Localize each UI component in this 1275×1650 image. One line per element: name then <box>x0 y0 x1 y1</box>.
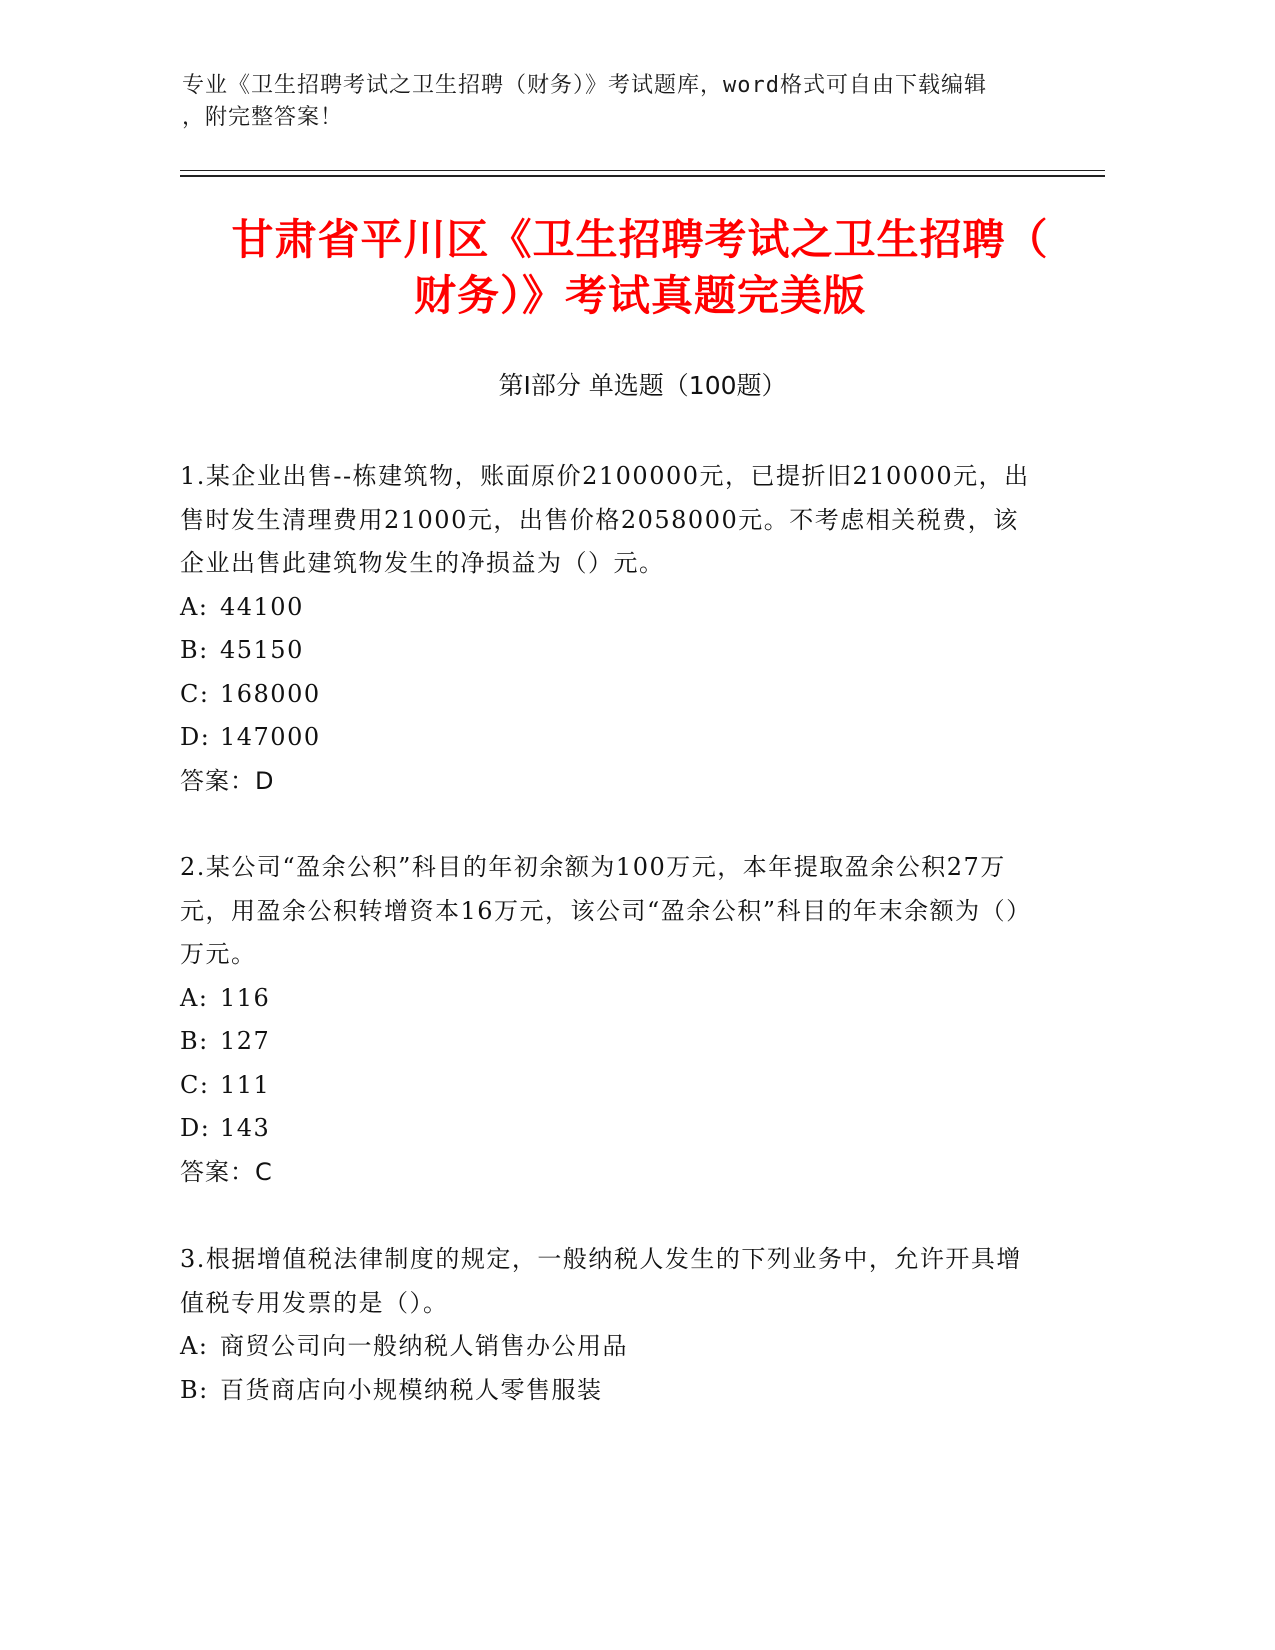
question-2 <box>180 846 1030 1194</box>
header-rule-thin <box>180 170 1105 171</box>
option-value: 111 <box>220 1070 271 1099</box>
option-value: 44100 <box>220 592 304 621</box>
option-c <box>180 673 1030 717</box>
option-key: A: <box>180 983 209 1012</box>
option-key: D: <box>180 723 211 751</box>
option-key: A: <box>180 592 209 621</box>
option-value: 45150 <box>220 636 304 664</box>
option-d <box>180 716 1030 760</box>
option-a <box>180 586 1030 630</box>
question-3 <box>180 1238 1030 1412</box>
option-b <box>180 1020 1030 1064</box>
option-d <box>180 1107 1030 1151</box>
option-key: C: <box>180 1070 210 1099</box>
header-note-line-1: 专业《卫生招聘考试之卫生招聘（财务）》考试题库，word格式可自由下载编辑 <box>182 73 987 98</box>
option-a <box>180 977 1030 1021</box>
option-key: A: <box>180 1332 209 1360</box>
question-1 <box>180 455 1030 803</box>
option-key: B: <box>180 636 209 664</box>
option-key: D: <box>180 1114 211 1142</box>
section-heading: 第Ⅰ部分 单选题（100题） <box>498 371 787 400</box>
option-b <box>180 629 1030 673</box>
option-c <box>180 1064 1030 1108</box>
option-value: 143 <box>220 1114 271 1142</box>
document-title-line-2: 财务）》考试真题完美版 <box>413 271 866 320</box>
question-text: 1.某企业出售--栋建筑物，账面原价2100000元，已提折旧210000元，出售时发生清理费用21000元，出售价格2058000元。不考虑相关税费，该企业出售此建筑物发生的净损益为（）元。 <box>180 462 1030 577</box>
option-value: 116 <box>220 983 271 1012</box>
option-value: 168000 <box>220 679 321 708</box>
option-value: 商贸公司向一般纳税人销售办公用品 <box>220 1332 628 1360</box>
option-value: 147000 <box>220 723 321 751</box>
option-a <box>180 1325 1030 1369</box>
document-title <box>175 212 1105 324</box>
option-value: 百货商店向小规模纳税人零售服装 <box>220 1375 603 1404</box>
header-note-line-2: ，附完整答案！ <box>182 105 344 130</box>
answer: 答案：D <box>180 766 275 795</box>
option-key: B: <box>180 1375 209 1404</box>
option-b <box>180 1369 1030 1413</box>
header-rule-thick <box>180 175 1105 177</box>
answer: 答案：C <box>180 1157 273 1186</box>
option-key: C: <box>180 679 210 708</box>
question-text: 2.某公司“盈余公积”科目的年初余额为100万元，本年提取盈余公积27万元，用盈余公积转增资本16万元，该公司“盈余公积”科目的年末余额为（）万元。 <box>180 853 1020 968</box>
option-value: 127 <box>220 1027 271 1055</box>
document-title-line-1: 甘肃省平川区《卫生招聘考试之卫生招聘（ <box>231 215 1049 264</box>
header-note <box>182 70 1042 134</box>
option-key: B: <box>180 1027 209 1055</box>
question-text: 3.根据增值税法律制度的规定，一般纳税人发生的下列业务中，允许开具增值税专用发票的是（）。 <box>180 1245 1022 1317</box>
